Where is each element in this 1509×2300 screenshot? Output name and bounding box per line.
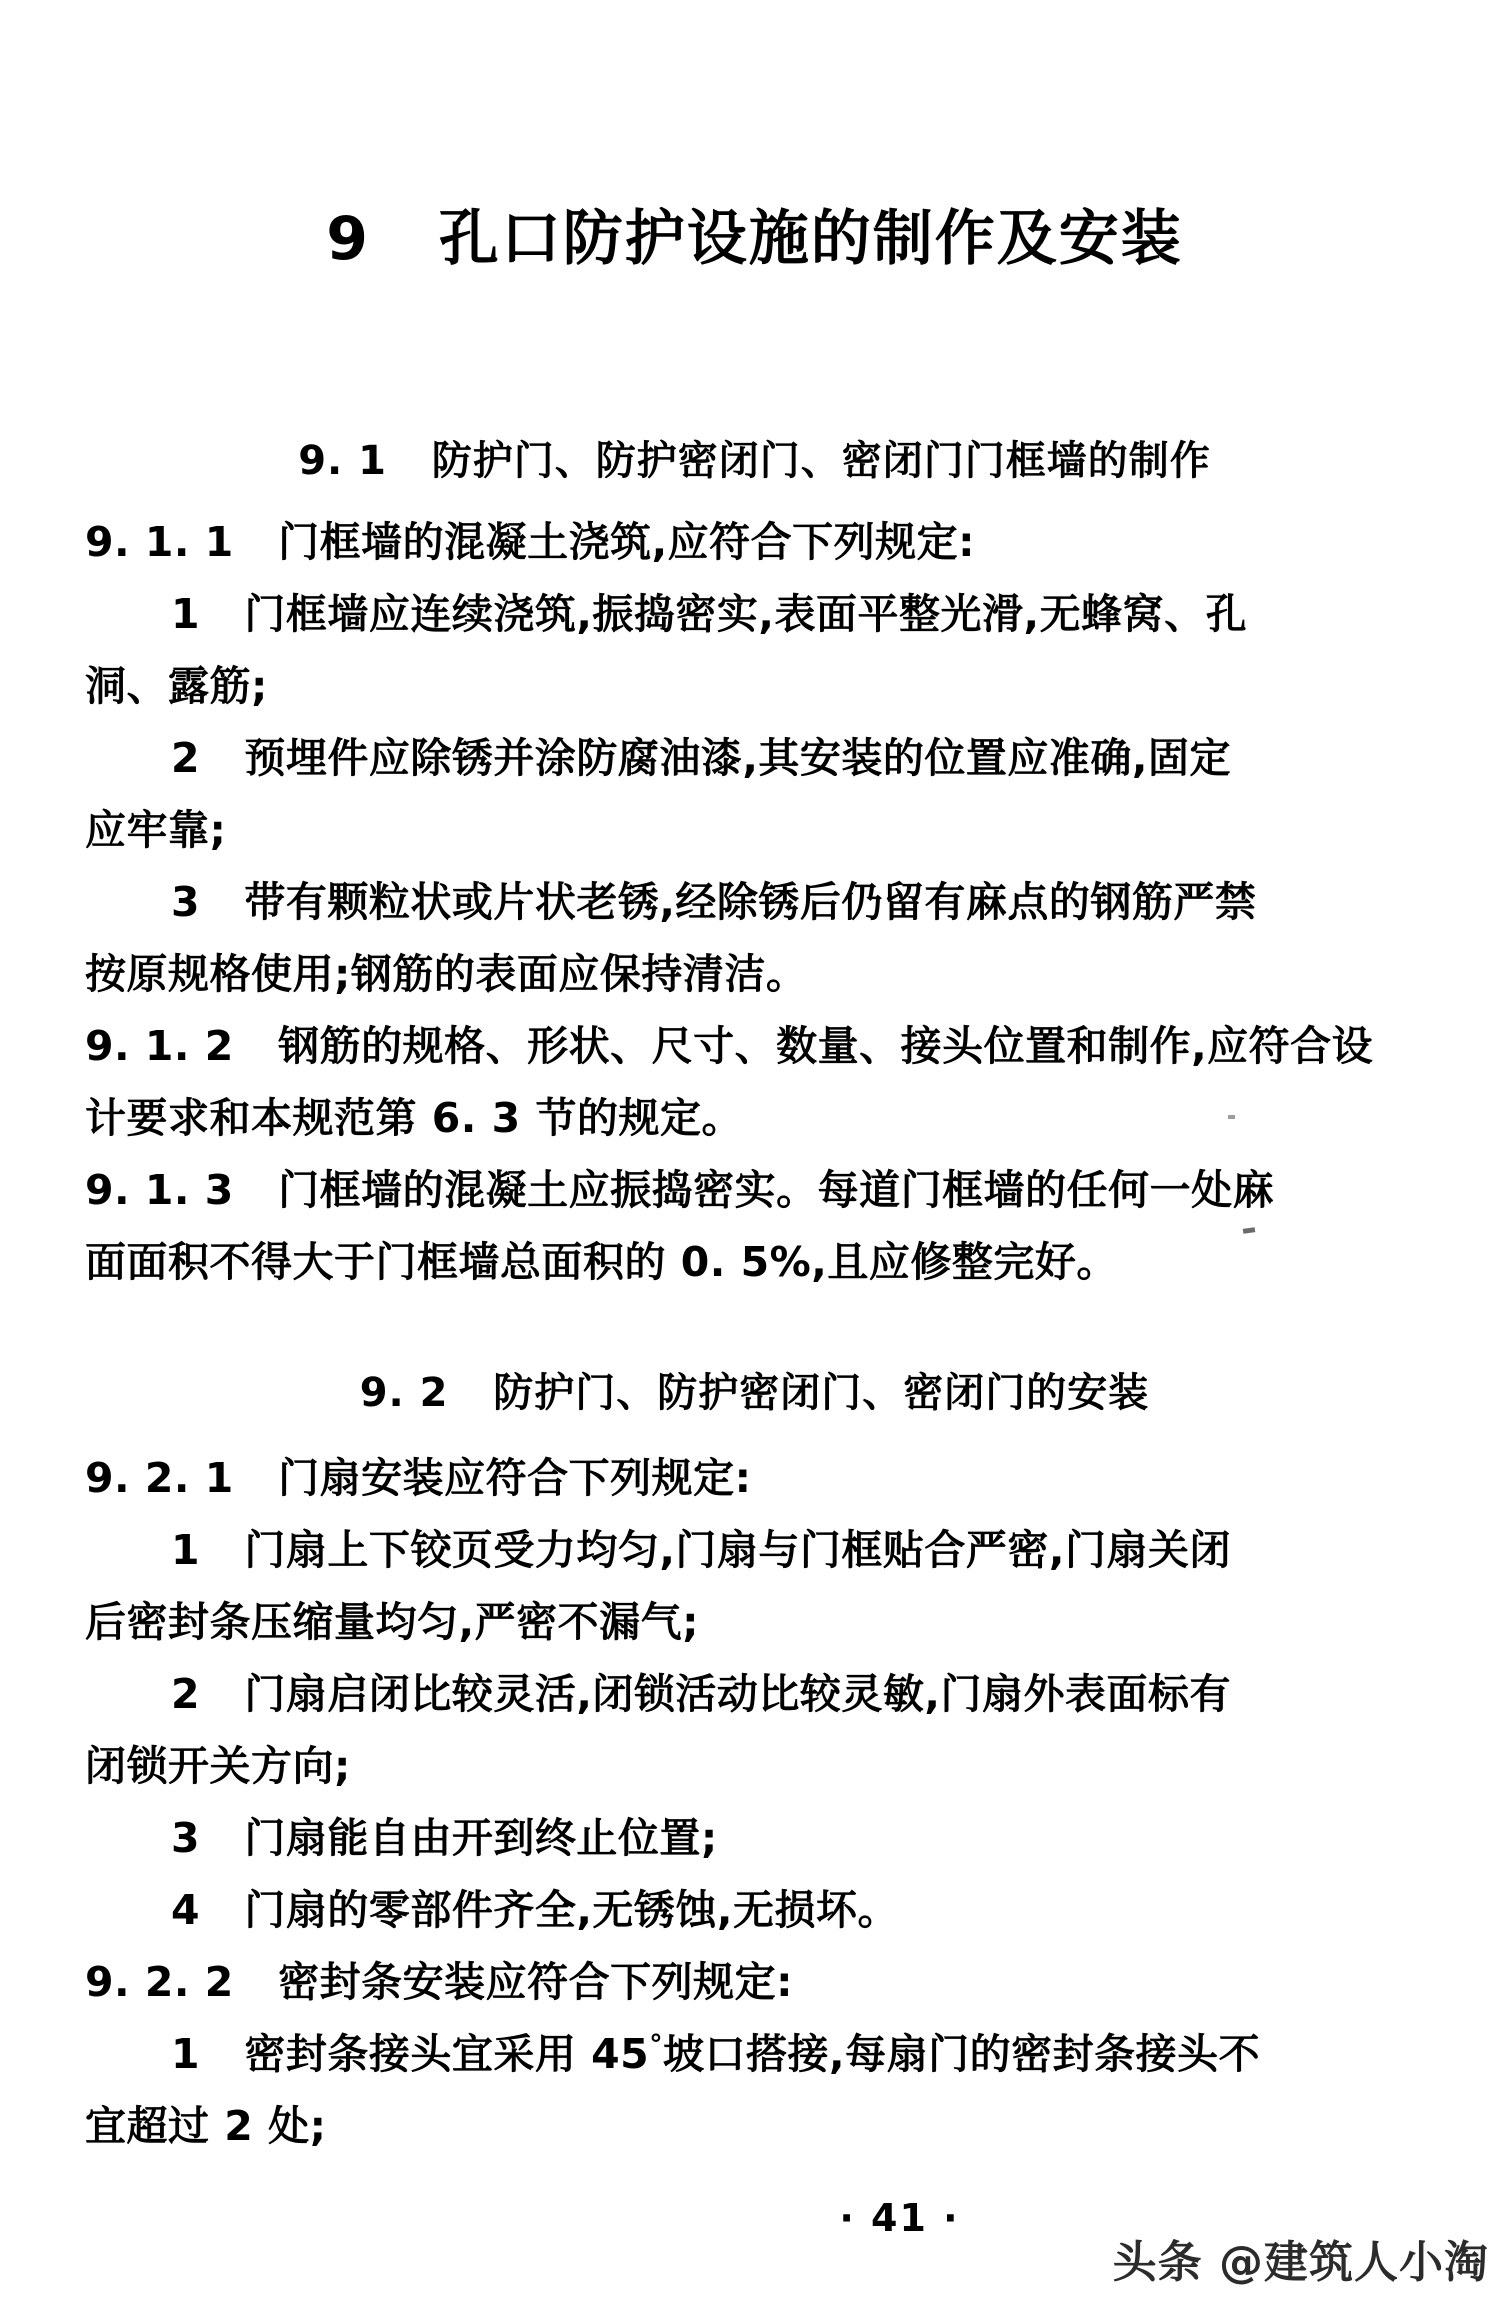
section-heading-9-2: 9. 2 防护门、防护密闭门、密闭门的安装: [359, 1370, 1150, 1417]
text-line: 2 门扇启闭比较灵活,闭锁活动比较灵敏,门扇外表面标有: [171, 1670, 1231, 1718]
text-line: 后密封条压缩量均匀,严密不漏气;: [85, 1598, 699, 1646]
text-line: 闭锁开关方向;: [85, 1742, 351, 1790]
text-line: 1 门扇上下铰页受力均匀,门扇与门框贴合严密,门扇关闭: [171, 1526, 1231, 1574]
text-line: 9. 1. 1 门框墙的混凝土浇筑,应符合下列规定:: [85, 518, 976, 566]
text-line: 3 带有颗粒状或片状老锈,经除锈后仍留有麻点的钢筋严禁: [171, 878, 1257, 926]
text-line: 计要求和本规范第 6. 3 节的规定。: [85, 1094, 743, 1142]
text-line: 9. 2. 1 门扇安装应符合下列规定:: [85, 1454, 752, 1502]
text-line: 面面积不得大于门框墙总面积的 0. 5%,且应修整完好。: [85, 1238, 1118, 1286]
text-line: 按原规格使用;钢筋的表面应保持清洁。: [85, 950, 808, 998]
text-line: 应牢靠;: [85, 806, 227, 854]
text-line: 宜超过 2 处;: [85, 2102, 327, 2150]
text-line: 3 门扇能自由开到终止位置;: [171, 1814, 718, 1862]
text-line: 1 密封条接头宜采用 45°坡口搭接,每扇门的密封条接头不: [171, 2029, 1261, 2078]
text-line: 9. 1. 3 门框墙的混凝土应振捣密实。每道门框墙的任何一处麻: [85, 1166, 1275, 1214]
scan-artifact-speck: [1228, 1115, 1235, 1119]
text-line: 洞、露筋;: [85, 662, 268, 710]
text-line: 2 预埋件应除锈并涂防腐油漆,其安装的位置应准确,固定: [171, 734, 1231, 782]
body-block-section-9-2: [85, 1442, 1430, 2162]
text-line: 9. 1. 2 钢筋的规格、形状、尺寸、数量、接头位置和制作,应符合设: [85, 1022, 1374, 1070]
text-line: 1 门框墙应连续浇筑,振捣密实,表面平整光滑,无蜂窝、孔: [171, 590, 1248, 638]
watermark: 头条 @建筑人小淘: [1112, 2237, 1489, 2288]
body-block-section-9-1: [85, 506, 1430, 1298]
page-number: · 41 ·: [839, 2196, 960, 2240]
text-line: 9. 2. 2 密封条安装应符合下列规定:: [85, 1958, 793, 2006]
page-title: 9 孔口防护设施的制作及安装: [326, 204, 1183, 275]
text-line: 4 门扇的零部件齐全,无锈蚀,无损坏。: [171, 1886, 899, 1934]
section-heading-9-1: 9. 1 防护门、防护密闭门、密闭门门框墙的制作: [298, 438, 1211, 485]
